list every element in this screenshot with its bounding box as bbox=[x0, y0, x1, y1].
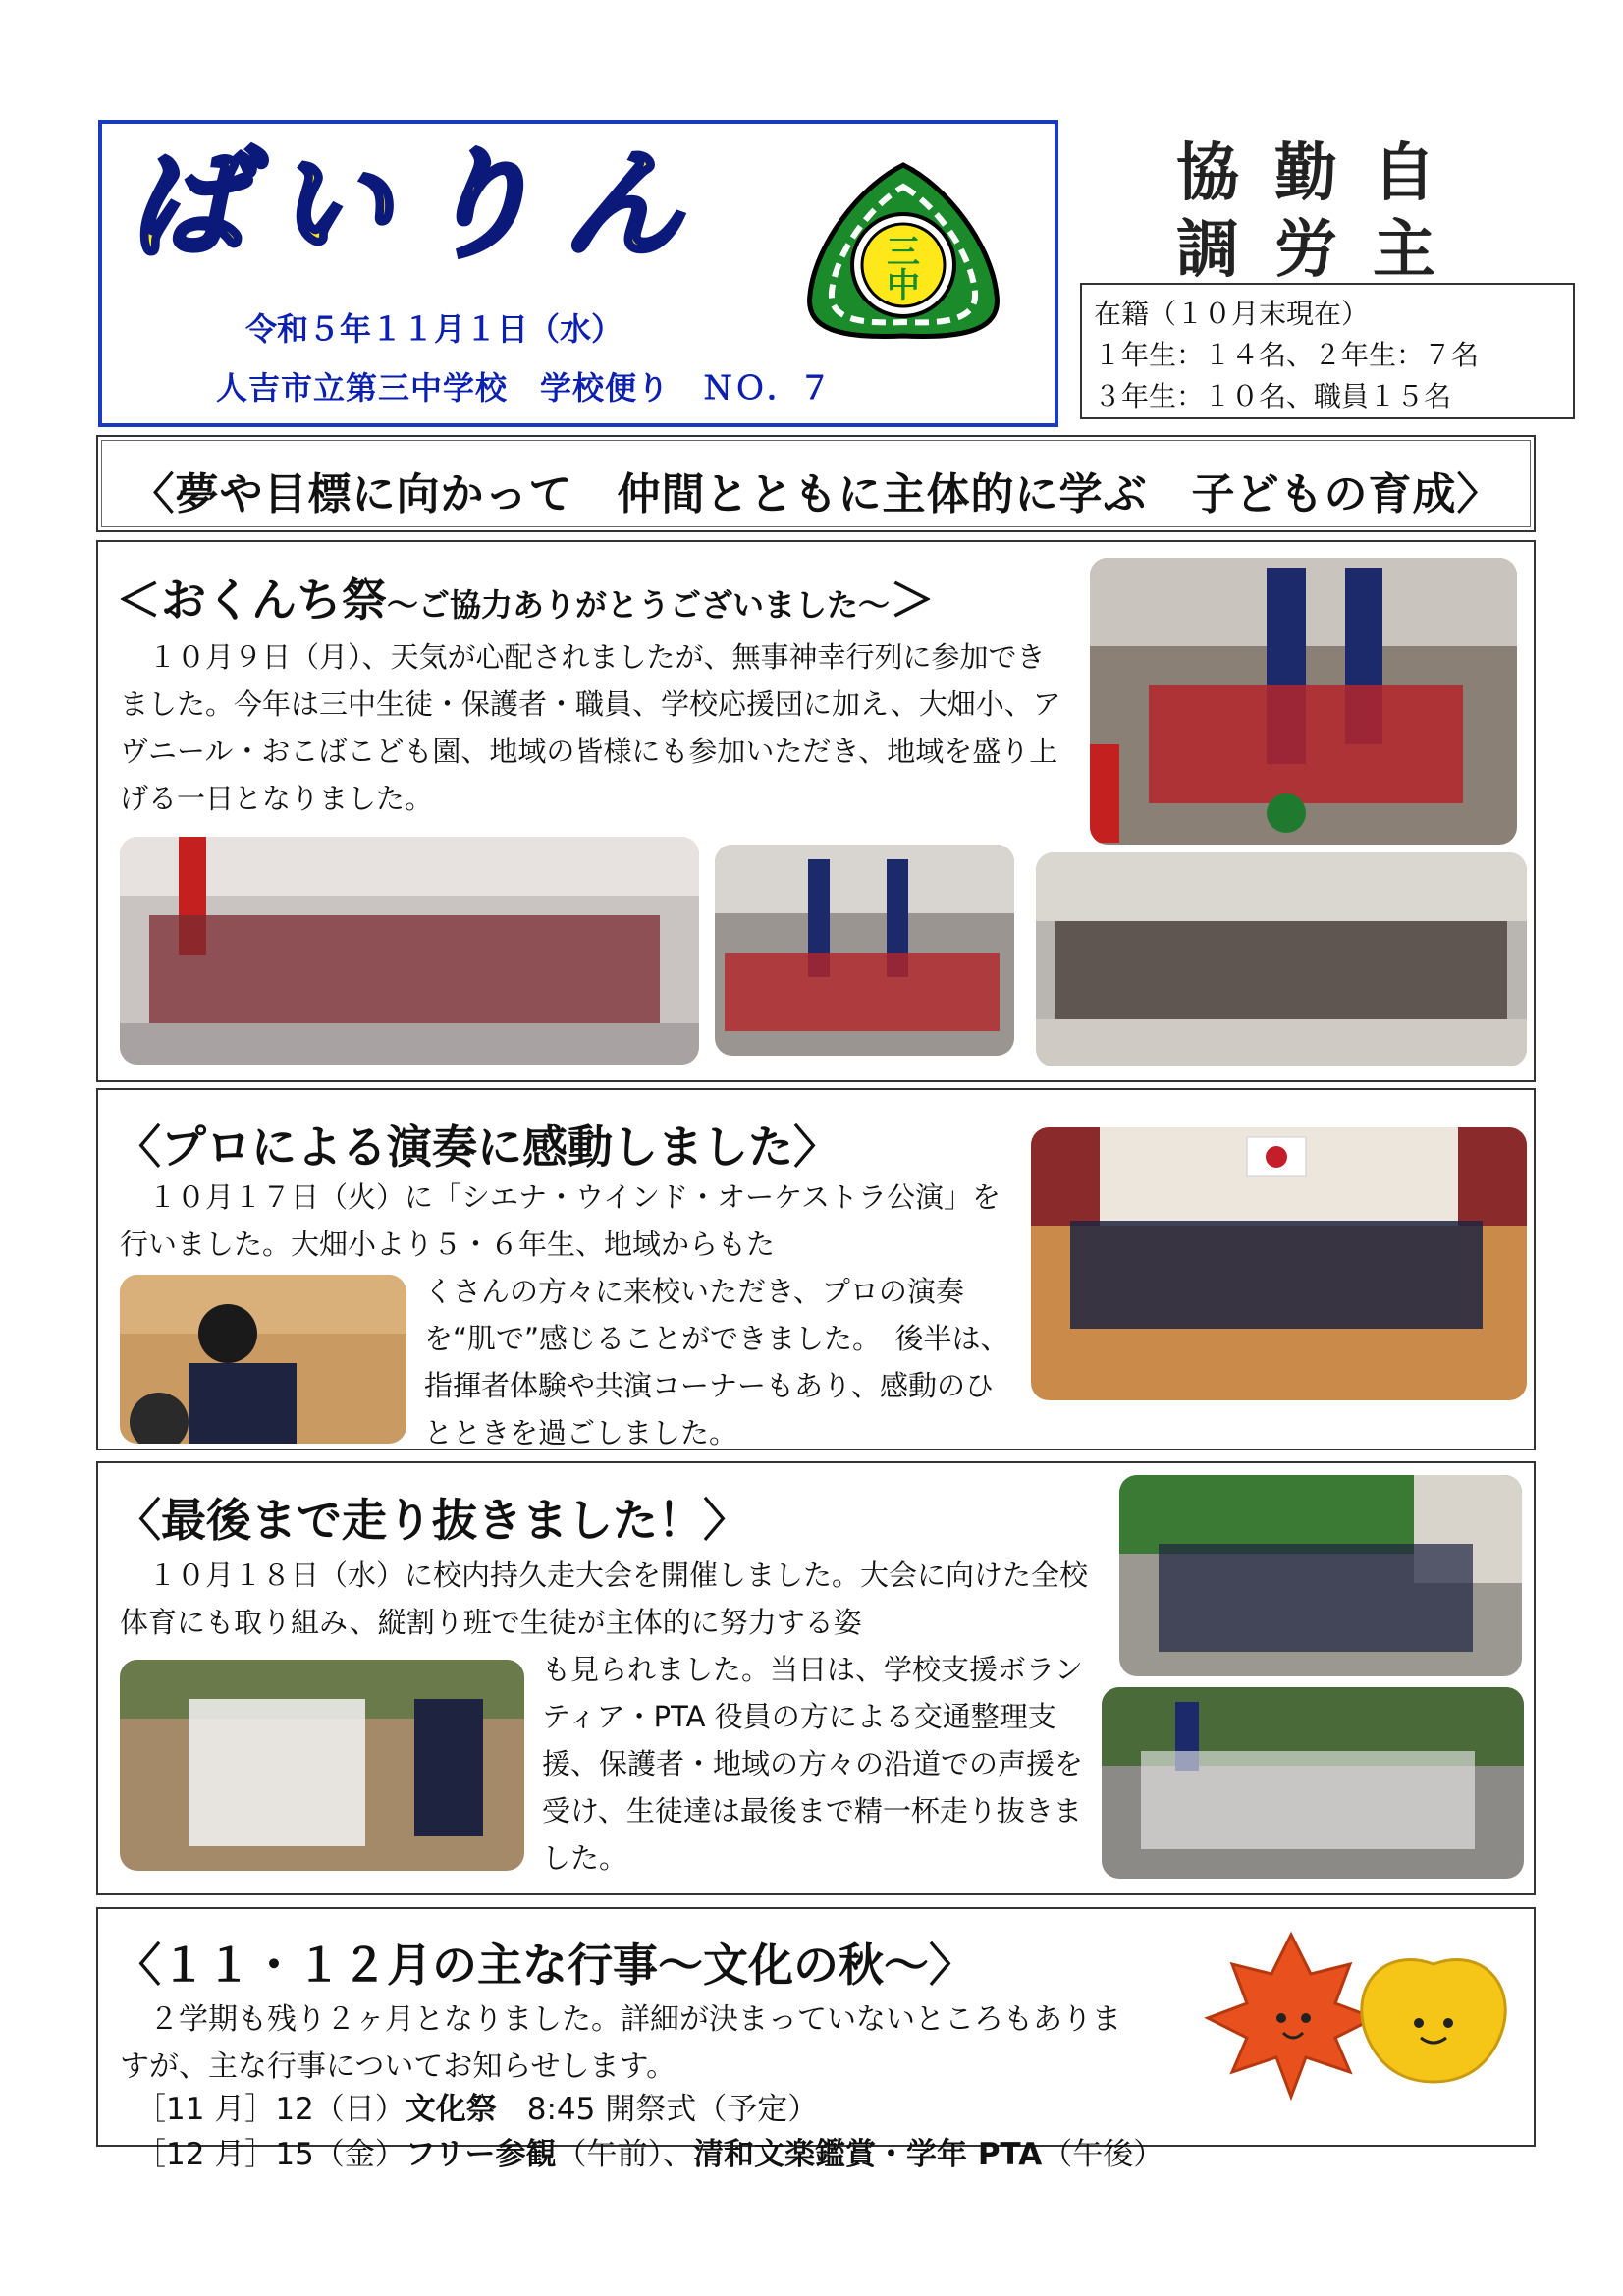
parade-photo bbox=[1090, 558, 1517, 845]
section-title-main: ＜おくんち祭 bbox=[116, 574, 387, 627]
motto-char: 労 bbox=[1274, 213, 1337, 287]
event-month: ［11 月］ bbox=[135, 2092, 276, 2127]
section-okunchi-title bbox=[116, 565, 935, 629]
emblem-text: 三 bbox=[887, 233, 920, 272]
motto-char: 自 bbox=[1373, 137, 1435, 210]
event-day: 12（日） bbox=[275, 2092, 406, 2127]
section-title-end: ＞ bbox=[890, 574, 936, 627]
runners-photo-2 bbox=[1102, 1687, 1524, 1879]
event-detail: 8:45 開祭式（予定） bbox=[496, 2092, 819, 2127]
motto-char: 主 bbox=[1373, 213, 1435, 287]
motto-char: 調 bbox=[1176, 213, 1239, 287]
group-photo bbox=[120, 837, 699, 1065]
ceremony-photo bbox=[120, 1660, 524, 1871]
enrollment-box bbox=[1080, 283, 1575, 419]
event-day: 15（金） bbox=[275, 2137, 406, 2172]
event-detail: （午後） bbox=[1042, 2137, 1164, 2172]
section-concert-body-right: くさんの方々に来校いただき、プロの演奏を“肌で”感じることができました。 後半は、指揮者体験や共演コーナーもあり、感動のひとときを過ごしました。 bbox=[424, 1275, 1009, 1449]
section-marathon-body-top: １０月１８日（水）に校内持久走大会を開催しました。大会に向けた全校体育にも取り組み、縦割り班で生徒が主体的に努力する姿 bbox=[120, 1558, 1089, 1639]
motto-char: 協 bbox=[1176, 137, 1239, 210]
enrollment-line: ３年生：１０名、職員１５名 bbox=[1094, 380, 1452, 412]
conductor-photo bbox=[120, 1275, 406, 1444]
autumn-leaves-icon bbox=[1203, 1925, 1527, 2106]
section-marathon-title: 〈最後まで走り抜きました！〉 bbox=[116, 1494, 748, 1547]
motto-char: 勤 bbox=[1274, 137, 1337, 210]
enrollment-line: １年生：１４名、２年生：７名 bbox=[1094, 339, 1480, 371]
event-name: フリー参観 bbox=[405, 2137, 557, 2172]
slogan-box bbox=[96, 435, 1536, 532]
event-name: 文化祭 bbox=[405, 2092, 497, 2127]
section-events-intro: ２学期も残り２ヶ月となりました。詳細が決まっていないところもありますが、主な行事についてお知らせします。 bbox=[120, 2002, 1121, 2084]
event-detail: （午前）、 bbox=[556, 2137, 694, 2172]
section-concert-body-top: １０月１７日（火）に「シエナ・ウインド・オーケストラ公演」を行いました。大畑小より５・６年生、地域からもた bbox=[120, 1180, 1001, 1261]
street-dance-photo bbox=[1036, 852, 1527, 1066]
event-name: 清和文楽鑑賞・学年 PTA bbox=[693, 2137, 1043, 2172]
section-events-title: 〈１１・１２月の主な行事～文化の秋～〉 bbox=[116, 1939, 974, 1992]
event-month: ［12 月］ bbox=[135, 2137, 276, 2172]
slogan-text: 〈夢や目標に向かって 仲間とともに主体的に学ぶ 子どもの育成〉 bbox=[131, 469, 1501, 519]
newsletter-title: ばいりん bbox=[128, 137, 709, 274]
section-marathon-body-right: も見られました。当日は、学校支援ボランティア・PTA 役員の方による交通整理支援、保護者・地域の方々の沿道での声援を受け、生徒達は最後まで精一杯走り抜きました。 bbox=[542, 1653, 1084, 1875]
section-okunchi-body: １０月９日（月）、天気が心配されましたが、無事神幸行列に参加できました。今年は三中生徒・保護者・職員、学校応援団に加え、大畑小、アヴニール・おこばこども園、地域の皆様にも参加いただき、地域を盛り上げる一日となりました。 bbox=[120, 640, 1061, 815]
event-row bbox=[135, 2129, 1163, 2173]
section-concert-title: 〈プロによる演奏に感動しました〉 bbox=[116, 1121, 839, 1174]
svg-text:中: 中 bbox=[887, 266, 920, 305]
event-row bbox=[135, 2084, 818, 2128]
orchestra-group-photo bbox=[1031, 1127, 1527, 1400]
enrollment-heading: 在籍（１０月末現在） bbox=[1094, 298, 1370, 330]
issue-date: 令和５年１１月１日（水） bbox=[245, 310, 623, 348]
school-emblem-icon bbox=[800, 157, 1006, 344]
runners-photo-1 bbox=[1119, 1475, 1522, 1676]
school-motto bbox=[1168, 123, 1443, 287]
section-title-sub: ～ご協力ありがとうございました～ bbox=[387, 586, 891, 624]
procession-photo bbox=[715, 845, 1014, 1056]
school-name: 人吉市立第三中学校 学校便り ＮＯ．７ bbox=[216, 369, 833, 407]
